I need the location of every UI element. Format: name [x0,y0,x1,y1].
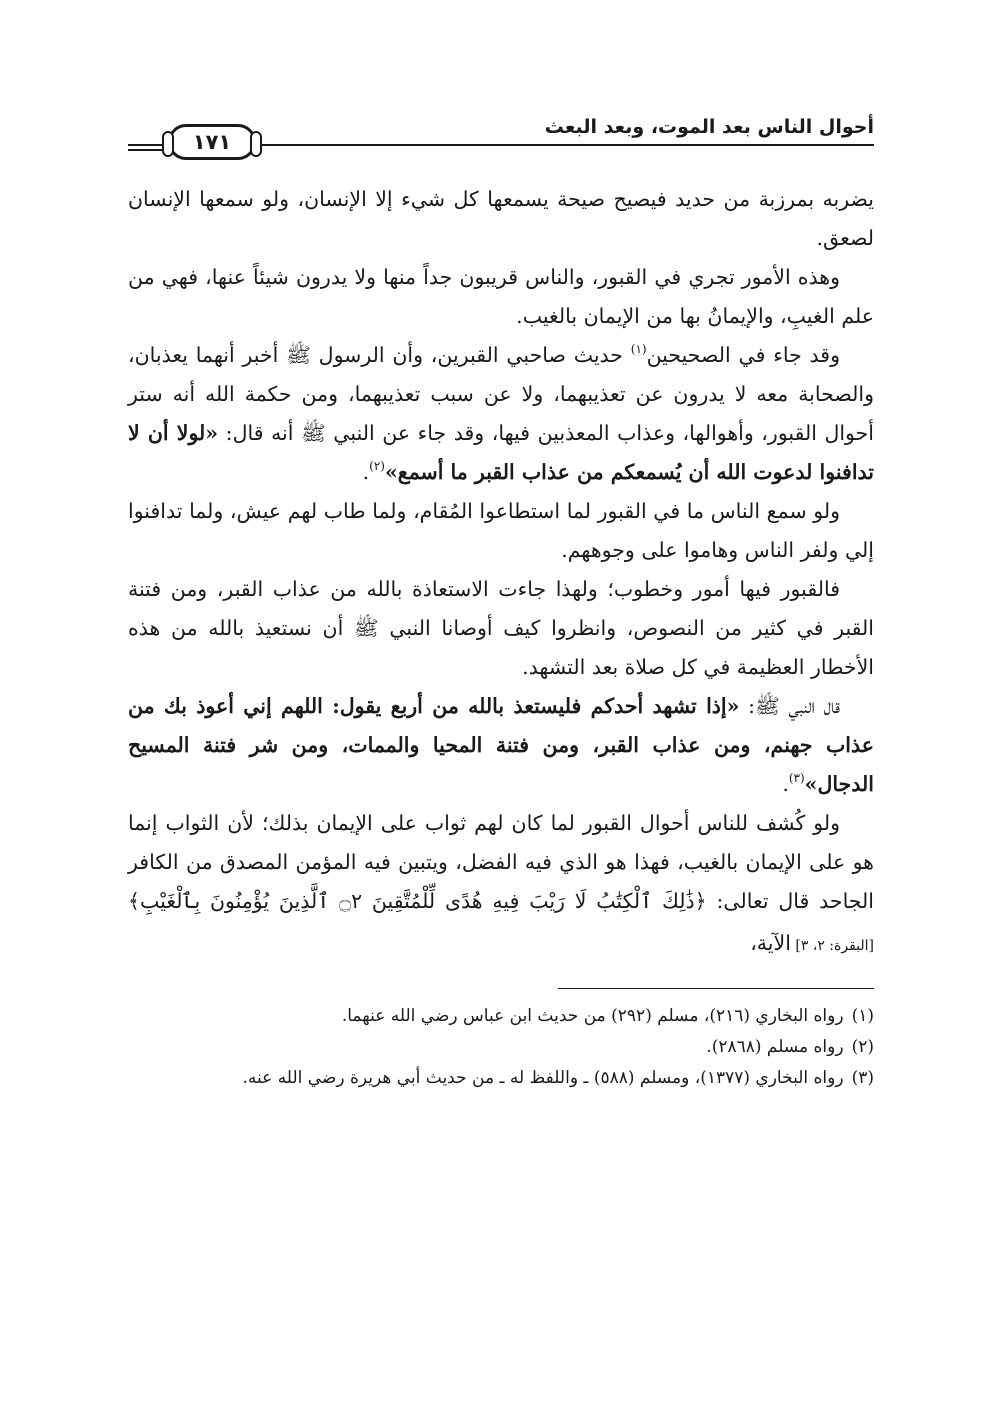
paragraph-3-text-b: حديث صاحبي القبرين، وأن الرسول ﷺ أخبر أنهما يعذبان، والصحابة معه لا يدرون عن تعذيبهما، ولا عن سبب تعذيبهما، ومن حكمة الله أنه ستر أحوال القبور، وأهوالها، وعذاب المعذبين فيها، وقد جاء عن النبي ﷺ أنه قال: [128,343,875,445]
verse-reference: [البقرة: ٢، ٣] [790,938,874,954]
paragraph-3-text-a: وقد جاء في الصحيحين [646,343,840,367]
footnote-number: (١) [851,1006,874,1026]
paragraph-4: ولو سمع الناس ما في القبور لما استطاعوا المُقام، ولما طاب لهم عيش، ولما تدافنوا إلي ولفر الناس وهاموا على وجوههم. [128,499,874,562]
footnote-ref-1[interactable]: (١) [630,342,647,356]
paragraph-6 [128,687,874,804]
paragraph-6-text-a: قال النبي ﷺ: [739,694,840,718]
body-text [128,180,874,966]
paragraph-7-end: الآية، [750,931,791,955]
running-header [128,110,874,156]
hadith-quote-1: «لولا أن لا تدافنوا لدعوت الله أن يُسمعكم من عذاب القبر ما أسمع» [128,421,874,484]
page-number-badge [168,124,256,160]
paragraph-3 [128,336,874,492]
paragraph-1: يضربه بمرزبة من حديد فيصيح صيحة يسمعها كل شيء إلا الإنسان، ولو سمعها الإنسان لصعق. [128,187,874,250]
footnote-ref-2[interactable]: (٢) [369,459,385,473]
footnote-text: رواه مسلم (٢٨٦٨). [706,1037,844,1057]
paragraph-2: وهذه الأمور تجري في القبور، والناس قريبون جداً منها ولا يدرون شيئاً عنها، فهي من علم الغيبِ، والإيمانُ بها من الإيمان بالغيب. [128,265,874,328]
footnotes [128,1001,874,1094]
footnote-1 [128,1001,874,1032]
footnote-3 [128,1063,874,1094]
footnote-2 [128,1032,874,1063]
hadith-quote-2: «إذا تشهد أحدكم فليستعذ بالله من أربع يقول: اللهم إني أعوذ بك من عذاب جهنم، ومن عذاب القبر، ومن فتنة المحيا والممات، ومن شر فتنة المسيح الدجال» [128,694,874,796]
running-title: أحوال الناس بعد الموت، وبعد البعث [544,116,874,138]
footnote-separator [558,988,874,989]
paragraph-7-text-a: ولو كُشف للناس أحوال القبور لما كان لهم ثواب على الإيمان بذلك؛ لأن الثواب إنما هو على الإيمان بالغيب، فهذا هو الذي فيه الفضل، ويتبين فيه المؤمن المصدق من الكافر الجاحد قال تعالى: [128,811,874,913]
paragraph-7 [128,804,874,966]
page [128,110,874,1094]
footnote-text: رواه البخاري (٢١٦)، مسلم (٢٩٢) من حديث ابن عباس رضي الله عنهما. [341,1006,844,1026]
paragraph-3-end: . [362,460,370,484]
paragraph-6-end: . [782,772,789,796]
page-number: ١٧١ [192,130,232,154]
footnote-text: رواه البخاري (١٣٧٧)، ومسلم (٥٨٨) ـ واللفظ له ـ من حديث أبي هريرة رضي الله عنه. [242,1068,844,1088]
quran-verse: ﴿ذَٰلِكَ ٱلْكِتَٰبُ لَا رَيْبَ فِيهِ هُدًى لِّلْمُتَّقِينَ ۝٢ ٱلَّذِينَ يُؤْمِنُونَ بِٱلْغَيْبِ﴾ [128,889,707,913]
footnote-ref-3[interactable]: (٣) [788,771,805,785]
footnote-number: (٣) [851,1068,874,1088]
footnote-number: (٢) [851,1037,874,1057]
paragraph-5: فالقبور فيها أمور وخطوب؛ ولهذا جاءت الاستعاذة بالله من عذاب القبر، ومن فتنة القبر في كثير من النصوص، وانظروا كيف أوصانا النبي ﷺ أن نستعيذ بالله من هذه الأخطار العظيمة في كل صلاة بعد التشهد. [128,577,874,679]
